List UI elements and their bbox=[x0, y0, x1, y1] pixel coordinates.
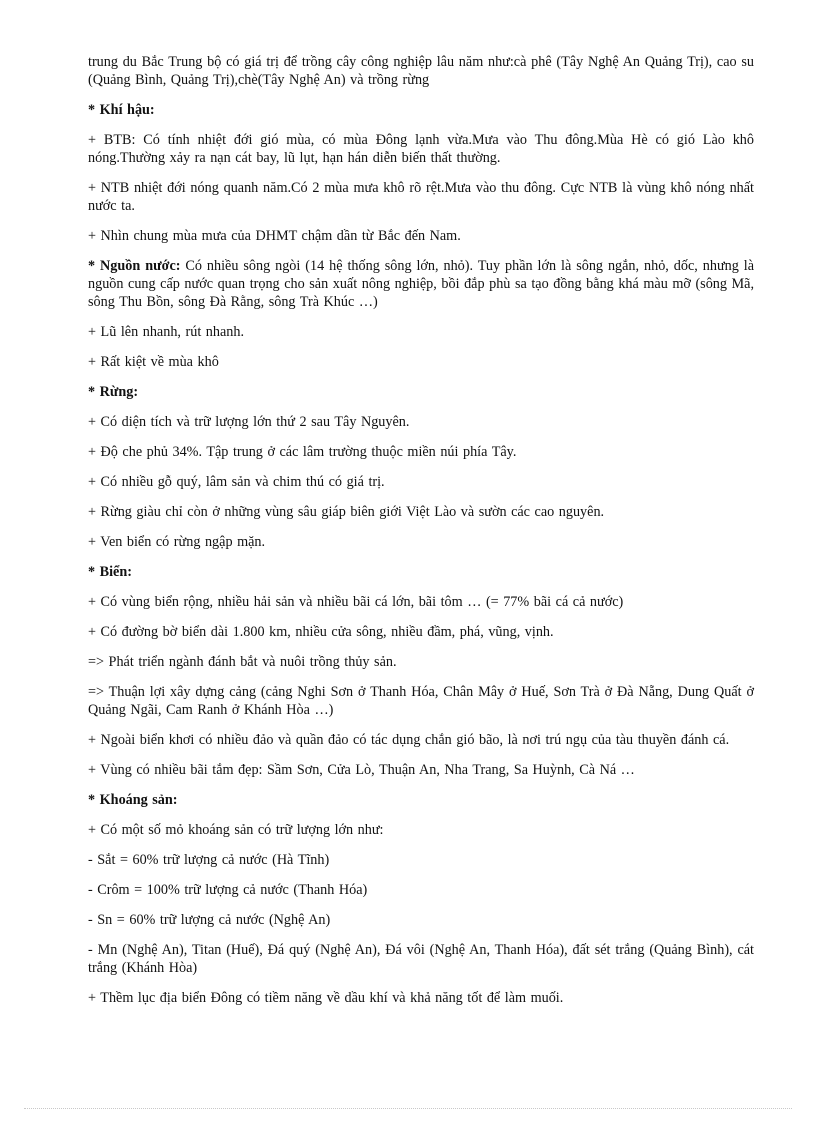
paragraph-with-lead bbox=[88, 257, 754, 311]
paragraph: trung du Bắc Trung bộ có giá trị để trồng cây công nghiệp lâu năm như:cà phê (Tây Nghệ An Quảng Trị), cao su (Quảng Bình, Quảng Trị),chè(Tây Nghệ An) và trồng rừng bbox=[88, 54, 754, 88]
document-body bbox=[88, 53, 754, 1019]
paragraph: + BTB: Có tính nhiệt đới gió mùa, có mùa Đông lạnh vừa.Mưa vào Thu đông.Mùa Hè có gió Lào khô nóng.Thường xảy ra nạn cát bay, lũ lụt, hạn hán diễn biến thất thường. bbox=[88, 132, 754, 166]
paragraph: - Sn = 60% trữ lượng cả nước (Nghệ An) bbox=[88, 912, 331, 928]
paragraph: + Lũ lên nhanh, rút nhanh. bbox=[88, 324, 245, 340]
paragraph: + Có nhiều gỗ quý, lâm sản và chim thú có giá trị. bbox=[88, 474, 385, 490]
paragraph: => Thuận lợi xây dựng cảng (cảng Nghi Sơn ở Thanh Hóa, Chân Mây ở Huế, Sơn Trà ở Đà Nẵng, Dung Quất ở Quảng Ngãi, Cam Ranh ở Khánh Hòa …) bbox=[88, 684, 754, 718]
section-heading: * Rừng: bbox=[88, 384, 139, 400]
section-heading: * Biển: bbox=[88, 564, 132, 580]
paragraph-text: Có nhiều sông ngòi (14 hệ thống sông lớn, nhỏ). Tuy phần lớn là sông ngắn, nhỏ, dốc, nhưng là nguồn cung cấp nước quan trọng cho sản xuất nông nghiệp, bồi đắp phù sa tạo đồng bằng khá màu mỡ (sông Mã, sông Thu Bồn, sông Đà Rằng, sông Trà Khúc …) bbox=[88, 258, 754, 310]
paragraph: + Ven biển có rừng ngập mặn. bbox=[88, 534, 266, 550]
paragraph: + Rất kiệt về mùa khô bbox=[88, 354, 219, 370]
paragraph-lead-heading: * Nguồn nước: bbox=[88, 258, 181, 274]
paragraph: + Độ che phủ 34%. Tập trung ở các lâm trường thuộc miền núi phía Tây. bbox=[88, 444, 517, 460]
section-heading: * Khí hậu: bbox=[88, 102, 155, 118]
paragraph: + Thềm lục địa biển Đông có tiềm năng về dầu khí và khả năng tốt để làm muối. bbox=[88, 990, 564, 1006]
paragraph: - Crôm = 100% trữ lượng cả nước (Thanh Hóa) bbox=[88, 882, 368, 898]
paragraph: + Nhìn chung mùa mưa của DHMT chậm dần từ Bắc đến Nam. bbox=[88, 228, 461, 244]
paragraph: + Rừng giàu chỉ còn ở những vùng sâu giáp biên giới Việt Lào và sườn các cao nguyên. bbox=[88, 504, 605, 520]
paragraph: + Có vùng biển rộng, nhiều hải sản và nhiều bãi cá lớn, bãi tôm … (= 77% bãi cá cả nước) bbox=[88, 594, 624, 610]
paragraph: + Có một số mỏ khoáng sản có trữ lượng lớn như: bbox=[88, 822, 384, 838]
paragraph: + Ngoài biển khơi có nhiều đảo và quần đảo có tác dụng chắn gió bão, là nơi trú ngụ của tàu thuyền đánh cá. bbox=[88, 732, 730, 748]
page-bottom-rule bbox=[24, 1108, 792, 1109]
paragraph: - Sắt = 60% trữ lượng cả nước (Hà Tĩnh) bbox=[88, 852, 330, 868]
paragraph: + Vùng có nhiều bãi tắm đẹp: Sầm Sơn, Cửa Lò, Thuận An, Nha Trang, Sa Huỳnh, Cà Ná … bbox=[88, 762, 635, 778]
paragraph: => Phát triển ngành đánh bắt và nuôi trồng thủy sản. bbox=[88, 654, 397, 670]
paragraph: + Có đường bờ biển dài 1.800 km, nhiều cửa sông, nhiều đầm, phá, vũng, vịnh. bbox=[88, 624, 554, 640]
section-heading: * Khoáng sản: bbox=[88, 792, 178, 808]
paragraph: + NTB nhiệt đới nóng quanh năm.Có 2 mùa mưa khô rõ rệt.Mưa vào thu đông. Cực NTB là vùng khô nóng nhất nước ta. bbox=[88, 180, 754, 214]
paragraph: + Có diện tích và trữ lượng lớn thứ 2 sau Tây Nguyên. bbox=[88, 414, 410, 430]
paragraph: - Mn (Nghệ An), Titan (Huế), Đá quý (Nghệ An), Đá vôi (Nghệ An, Thanh Hóa), đất sét trắng (Quảng Bình), cát trắng (Khánh Hòa) bbox=[88, 942, 754, 976]
